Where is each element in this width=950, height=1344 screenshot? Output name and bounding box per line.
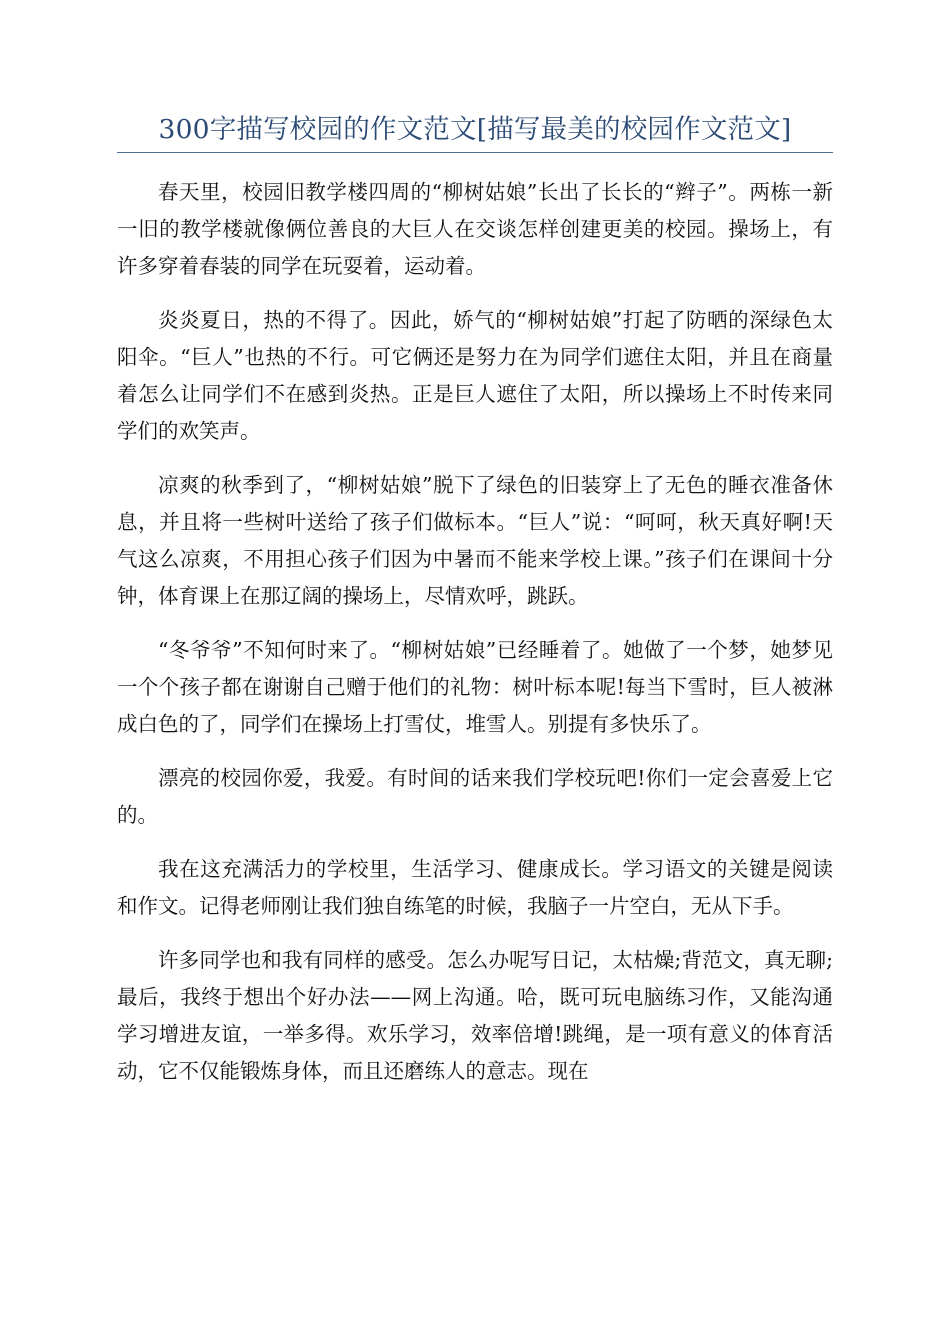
paragraph-winter: “冬爷爷”不知何时来了。“柳树姑娘”已经睡着了。她做了一个梦，她梦见一个个孩子都在谢谢自己赠于他们的礼物：树叶标本呢!每当下雪时，巨人被淋成白色的了，同学们在操场上打雪仗，堆雪人。别提有多快乐了。 bbox=[117, 638, 833, 736]
paragraph-campus-love: 漂亮的校园你爱，我爱。有时间的话来我们学校玩吧!你们一定会喜爱上它的。 bbox=[117, 766, 833, 827]
paragraph-spring: 春天里，校园旧教学楼四周的“柳树姑娘”长出了长长的“辫子”。两栋一新一旧的教学楼就像俩位善良的大巨人在交谈怎样创建更美的校园。操场上，有许多穿着春装的同学在玩耍着，运动着。 bbox=[117, 180, 833, 278]
document-body bbox=[117, 174, 833, 1107]
paragraph-summer: 炎炎夏日，热的不得了。因此，娇气的“柳树姑娘”打起了防晒的深绿色太阳伞。“巨人”也热的不行。可它俩还是努力在为同学们遮住太阳，并且在商量着怎么让同学们不在感到炎热。正是巨人遮住了太阳，所以操场上不时传来同学们的欢笑声。 bbox=[117, 308, 833, 443]
paragraph-study-life: 我在这充满活力的学校里，生活学习、健康成长。学习语文的关键是阅读和作文。记得老师刚让我们独自练笔的时候，我脑子一片空白，无从下手。 bbox=[117, 857, 833, 918]
paragraph-autumn: 凉爽的秋季到了，“柳树姑娘”脱下了绿色的旧装穿上了无色的睡衣准备休息，并且将一些树叶送给了孩子们做标本。“巨人”说：“呵呵，秋天真好啊!天气这么凉爽，不用担心孩子们因为中暑而不能来学校上课。”孩子们在课间十分钟，体育课上在那辽阔的操场上，尽情欢呼，跳跃。 bbox=[117, 473, 833, 608]
paragraph-online-learning: 许多同学也和我有同样的感受。怎么办呢写日记，太枯燥;背范文，真无聊;最后，我终于想出个好办法——网上沟通。哈，既可玩电脑练习作，又能沟通学习增进友谊，一举多得。欢乐学习，效率倍增!跳绳，是一项有意义的体育活动，它不仅能锻炼身体，而且还磨练人的意志。现在 bbox=[117, 948, 833, 1083]
document-title: 300字描写校园的作文范文[描写最美的校园作文范文] bbox=[158, 114, 792, 145]
title-block bbox=[117, 112, 833, 153]
